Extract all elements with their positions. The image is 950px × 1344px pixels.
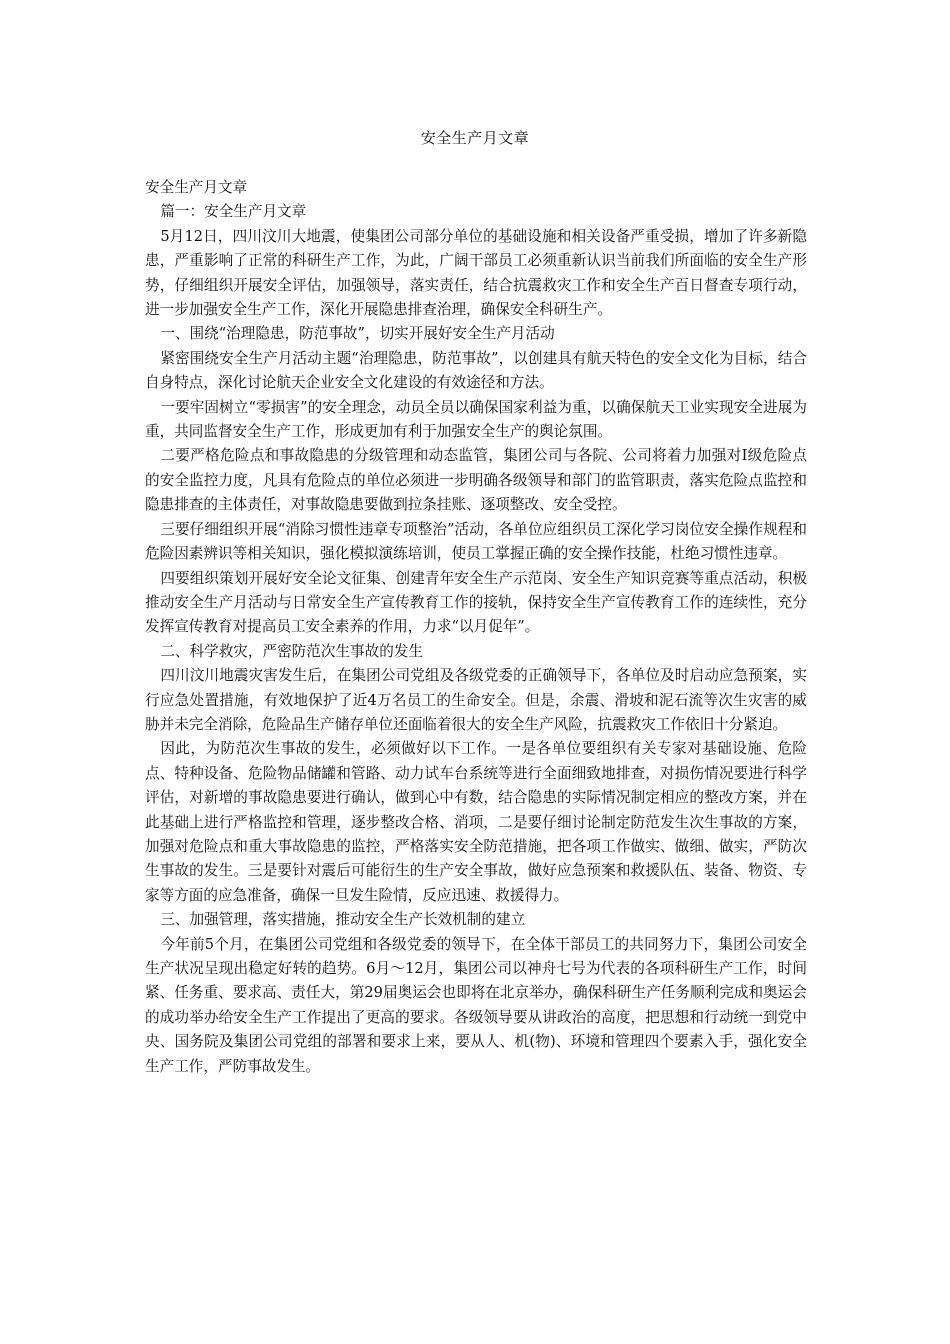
- document-paragraph: 三要仔细组织开展“消除习惯性违章专项整治”活动，各单位应组织员工深化学习岗位安全操作规程和危险因素辨识等相关知识，强化模拟演练培训，使员工掌握正确的安全操作技能，杜绝习惯性违章。: [145, 520, 807, 563]
- document-paragraph: 一要牢固树立“零损害”的安全理念，动员全员以确保国家利益为重，以确保航天工业实现安全进展为重，共同监督安全生产工作，形成更加有利于加强安全生产的舆论氛围。: [145, 398, 807, 441]
- document-paragraph: 因此，为防范次生事故的发生，必须做好以下工作。一是各单位要组织有关专家对基础设施、危险点、特种设备、危险物品储罐和管路、动力试车台系统等进行全面细致地排查，对损伤情况要进行科学评估，对新增的事故隐患要进行确认，做到心中有数，结合隐患的实际情况制定相应的整改方案，并在此基础上进行严格监控和管理，逐步整改合格、消项，二是要仔细讨论制定防范发生次生事故的方案，加强对危险点和重大事故隐患的监控，严格落实安全防范措施，把各项工作做实、做细、做实，严防次生事故的发生。三是要针对震后可能衍生的生产安全事故，做好应急预案和救援队伍、装备、物资、专家等方面的应急准备，确保一旦发生险情，反应迅速、救援得力。: [145, 740, 807, 904]
- document-paragraph: 5月12日，四川汶川大地震，使集团公司部分单位的基础设施和相关设备严重受损，增加了许多新隐患，严重影响了正常的科研生产工作，为此，广阔干部员工必须重新认识当前我们所面临的安全生产形势，仔细组织开展安全评估，加强领导，落实责任，结合抗震救灾工作和安全生产百日督查专项行动，进一步加强安全生产工作，深化开展隐患排查治理，确保安全科研生产。: [145, 227, 807, 319]
- document-body: [145, 176, 807, 1079]
- document-paragraph: 篇一：安全生产月文章: [160, 203, 307, 221]
- document-paragraph: 三、加强管理，落实措施，推动安全生产长效机制的建立: [160, 911, 526, 929]
- document-paragraph: 四要组织策划开展好安全论文征集、创建青年安全生产示范岗、安全生产知识竞赛等重点活动，积极推动安全生产月活动与日常安全生产宣传教育工作的接轨，保持安全生产宣传教育工作的连续性，充分发挥宣传教育对提高员工安全素养的作用，力求“以月促年”。: [145, 569, 807, 636]
- document-paragraph: 安全生产月文章: [145, 179, 248, 196]
- document-paragraph: 紧密围绕安全生产月活动主题“治理隐患，防范事故”，以创建具有航天特色的安全文化为目标，结合自身特点，深化讨论航天企业安全文化建设的有效途径和方法。: [145, 349, 807, 392]
- document-title: 安全生产月文章: [420, 129, 530, 147]
- document-paragraph: 二要严格危险点和事故隐患的分级管理和动态监管，集团公司与各院、公司将着力加强对Ⅰ级危险点的安全监控力度，凡具有危险点的单位必须进一步明确各级领导和部门的监管职责，落实危险点监控和隐患排查的主体责任，对事故隐患要做到拉条挂账、逐项整改、安全受控。: [145, 447, 807, 514]
- document-paragraph: 今年前5个月，在集团公司党组和各级党委的领导下，在全体干部员工的共同努力下，集团公司安全生产状况呈现出稳定好转的趋势。6月～12月，集团公司以神舟七号为代表的各项科研生产工作，时间紧、任务重、要求高、责任大，第29届奥运会也即将在北京举办，确保科研生产任务顺利完成和奥运会的成功举办给安全生产工作提出了更高的要求。各级领导要从讲政治的高度，把思想和行动统一到党中央、国务院及集团公司党组的部署和要求上来，要从人、机(物)、环境和管理四个要素入手，强化安全生产工作，严防事故发生。: [145, 935, 807, 1075]
- document-paragraph: 一、围绕“治理隐患，防范事故”，切实开展好安全生产月活动: [160, 325, 555, 343]
- document-paragraph: 四川汶川地震灾害发生后，在集团公司党组及各级党委的正确领导下，各单位及时启动应急预案，实行应急处置措施，有效地保护了近4万名员工的生命安全。但是，余震、滑坡和泥石流等次生灾害的威胁并未完全消除，危险品生产储存单位还面临着很大的安全生产风险，抗震救灾工作依旧十分紧迫。: [145, 667, 807, 733]
- document-paragraph: 二、科学救灾，严密防范次生事故的发生: [160, 642, 424, 660]
